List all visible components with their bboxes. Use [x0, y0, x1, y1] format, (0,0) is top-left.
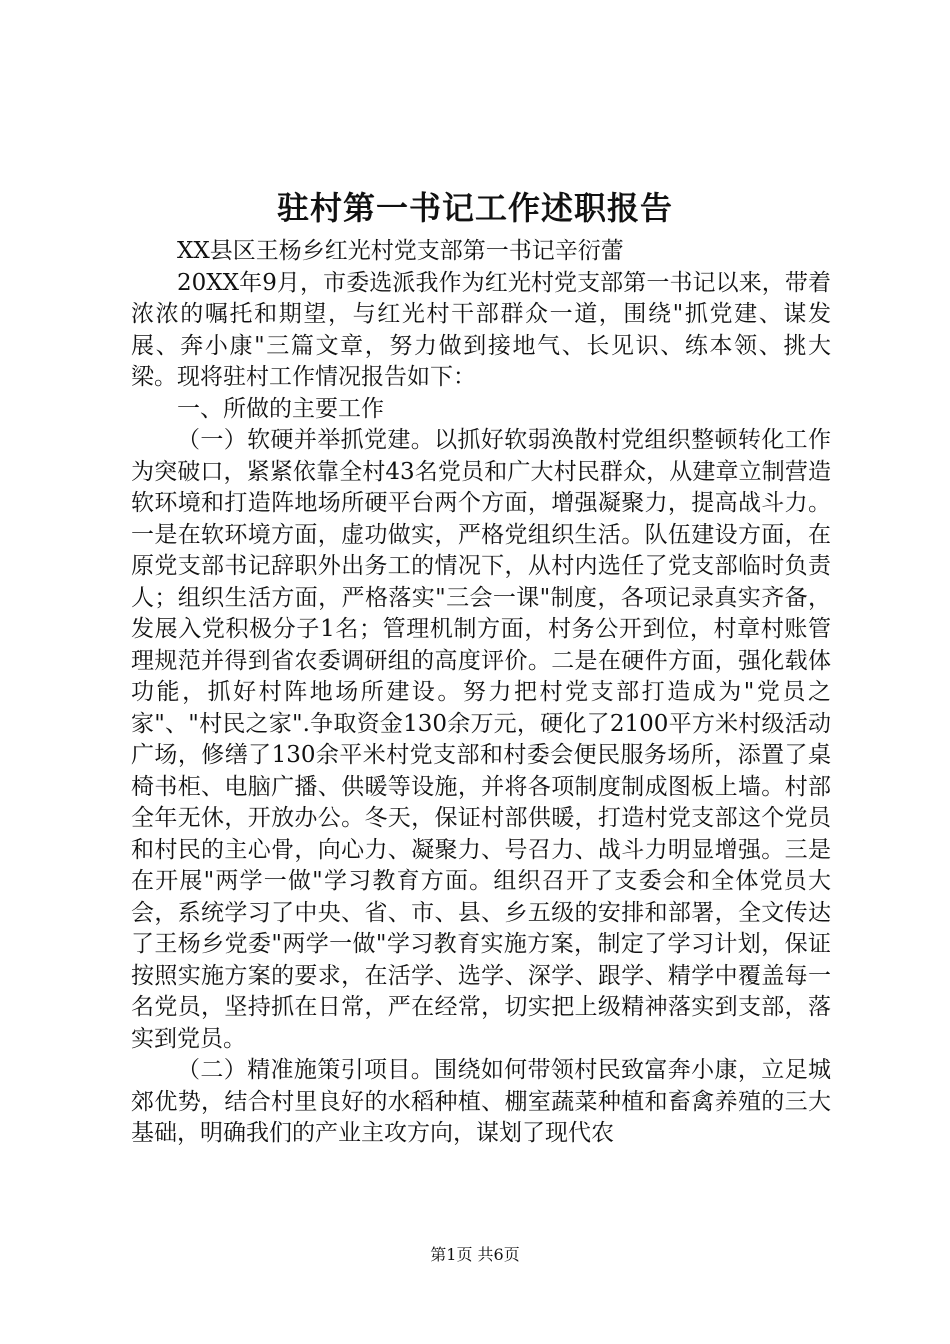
paragraph-projects: （二）精准施策引项目。围绕如何带领村民致富奔小康，立足城郊优势，结合村里良好的水稻种植、棚室蔬菜种植和畜禽养殖的三大基础，明确我们的产业主攻方向，谋划了现代农 [131, 1057, 831, 1146]
paragraph-party-building: （一）软硬并举抓党建。以抓好软弱涣散村党组织整顿转化工作为突破口，紧紧依靠全村43名党员和广大村民群众，从建章立制营造软环境和打造阵地场所硬平台两个方面，增强凝聚力，提高战斗力。一是在软环境方面，虚功做实，严格党组织生活。队伍建设方面，在原党支部书记辞职外出务工的情况下，从村内选任了党支部临时负责人；组织生活方面，严格落实"三会一课"制度，各项记录真实齐备，发展入党积极分子1名；管理机制方面，村务公开到位，村章村账管理规范并得到省农委调研组的高度评价。二是在硬件方面，强化载体功能，抓好村阵地场所建设。努力把村党支部打造成为"党员之家"、"村民之家".争取资金130余万元，硬化了2100平方米村级活动广场，修缮了130余平米村党支部和村委会便民服务场所，添置了桌椅书柜、电脑广播、供暖等设施，并将各项制度制成图板上墙。村部全年无休，开放办公。冬天，保证村部供暖，打造村党支部这个党员和村民的主心骨，向心力、凝聚力、号召力、战斗力明显增强。三是在开展"两学一做"学习教育方面。组织召开了支委会和全体党员大会，系统学习了中央、省、市、县、乡五级的安排和部署，全文传达了王杨乡党委"两学一做"学习教育实施方案，制定了学习计划，保证按照实施方案的要求，在活学、选学、深学、跟学、精学中覆盖每一名党员，坚持抓在日常，严在经常，切实把上级精神落实到支部，落实到党员。 [131, 427, 831, 1052]
section-heading: 一、所做的主要工作 [177, 395, 384, 422]
author-line: XX县区王杨乡红光村党支部第一书记辛衍蕾 [177, 238, 624, 264]
document-title: 驻村第一书记工作述职报告 [276, 189, 673, 227]
document-body [131, 236, 831, 1150]
page-footer: 第1页 共6页 [430, 1245, 520, 1264]
paragraph-intro: 20XX年9月，市委选派我作为红光村党支部第一书记以来，带着浓浓的嘱托和期望，与红光村干部群众一道，围绕"抓党建、谋发展、奔小康"三篇文章，努力做到接地气、长见识、练本领、挑大梁。现将驻村工作情况报告如下： [131, 269, 831, 390]
